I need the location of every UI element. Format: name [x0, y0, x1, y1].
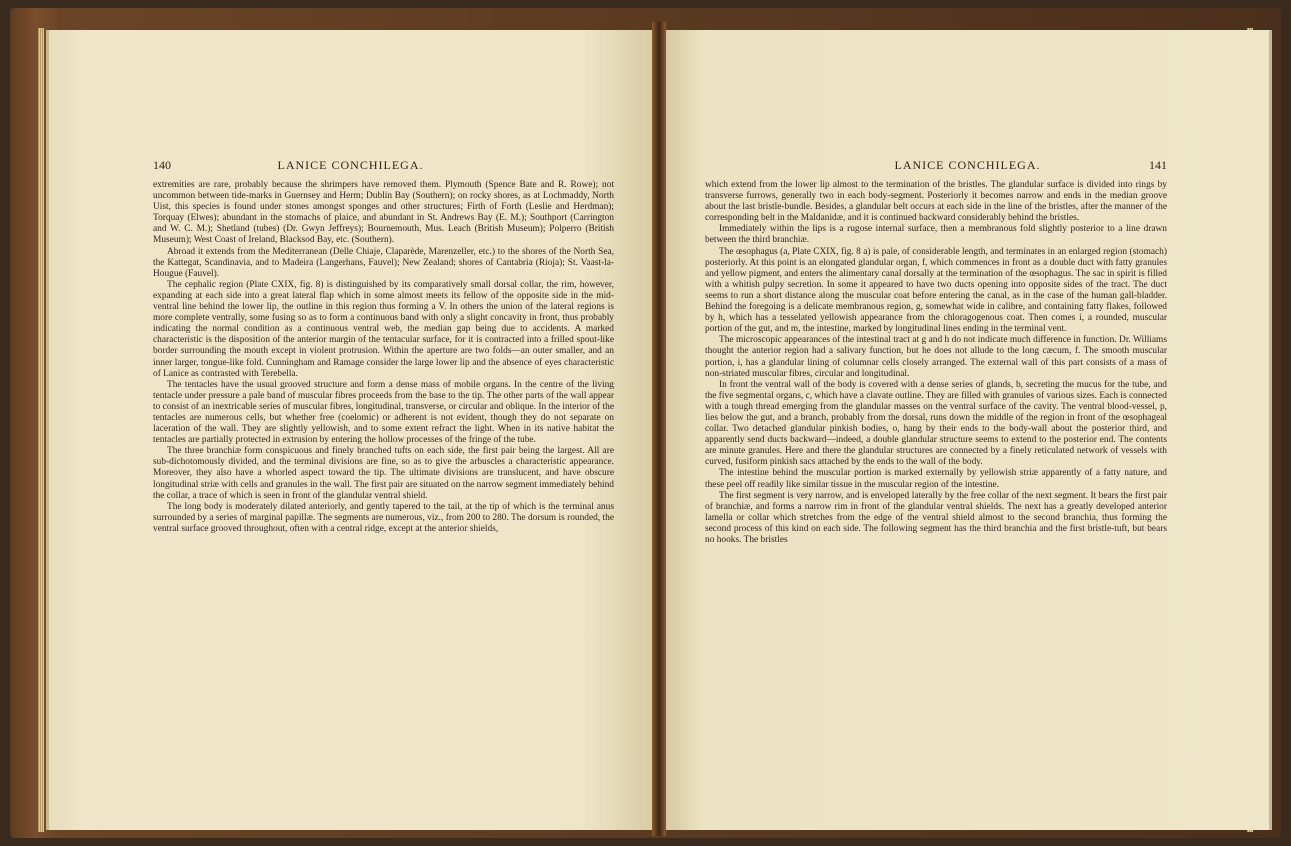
paragraph: The intestine behind the muscular portion is marked externally by yellowish striæ apparently of a fatty nature, and these peel off readily like similar tissue in the muscular region of the intestine.: [705, 468, 1167, 490]
paragraph: The long body is moderately dilated anteriorly, and gently tapered to the tail, at the tip of which is the terminal anus surrounded by a series of marginal papillæ. The segments are numerous, viz., from 200 to 280. The dorsum is rounded, the ventral surface grooved throughout, often with a central ridge, except at the anterior shields,: [153, 501, 614, 534]
paragraph: extremities are rare, probably because the shrimpers have removed them. Plymouth (Spence Bate and R. Rowe); not uncommon between tide-marks in Guernsey and Herm; Dublin Bay (Southern); on rocky shores, as at Lochmaddy, North Uist, this species is found under stones amongst sponges and other structures; Firth of Forth (Leslie and Herdman); Torquay (Elwes); abundant in the stomachs of plaice, and abundant in St. Andrews Bay (E. M.); Southport (Carrington and W. C. M.); Shetland (tubes) (Dr. Gwyn Jeffreys); Bournemouth, Mus. Leach (British Museum); Polperro (British Museum); West Coast of Ireland, Blacksod Bay, etc. (Southern).: [153, 180, 614, 246]
paragraph: Immediately within the lips is a rugose internal surface, then a membranous fold slightly posterior to a line drawn between the third branchiæ.: [705, 224, 1167, 246]
paragraph: which extend from the lower lip almost to the termination of the bristles. The glandular surface is divided into rings by transverse furrows, generally two in each body-segment. Posteriorly it becomes narrow and ends in the median groove about the last bristle-bundle. Besides, a glandular belt occurs at each side in the line of the bristles, after the manner of the corresponding belt in the Maldanidæ, and it is continued backward considerably behind the bristles.: [705, 180, 1167, 224]
running-title: LANICE CONCHILEGA.: [894, 158, 1041, 172]
left-page-edges: [38, 28, 44, 832]
open-book: [10, 8, 1281, 838]
paragraph: In front the ventral wall of the body is covered with a dense series of glands, b, secreting the mucus for the tube, and the five segmental organs, c, which have a clavate outline. They are filled with granules of various sizes. Each is connected with a tough thread emerging from the glandular masses on the ventral surface of the cavity. The ventral blood-vessel, p, lies below the gut, and a branch, probably from the dorsal, runs down the middle of the region in front of the œsophageal collar. Two detached glandular pinkish bodies, o, hang by their ends to the body-wall about the posterior third, and apparently send ducts backward—indeed, a double glandular structure seems to extend to the posterior end. The contents are minute granules. Here and there the glandular structures are connected by a finely reticulated network of vessels with curved, fusiform pinkish sacs attached by the ends to the wall of the body.: [705, 379, 1167, 468]
left-page: [46, 30, 652, 830]
paragraph: Abroad it extends from the Mediterranean (Delle Chiaje, Claparède, Marenzeller, etc.) to the shores of the North Sea, the Kattegat, Scandinavia, and to Madeira (Langerhans, Fauvel); New Zealand; shores of Cantabria (Rioja); St. Vaast-la-Hougue (Fauvel).: [153, 246, 614, 279]
running-title: LANICE CONCHILEGA.: [277, 158, 424, 172]
left-page-text: [153, 180, 614, 818]
paragraph: The first segment is very narrow, and is enveloped laterally by the free collar of the next segment. It bears the first pair of branchiæ, and forms a narrow rim in front of the glandular ventral shields. The next has a greatly developed anterior lamella or collar which stretches from the edge of the ventral shield almost to the second branchia, thus forming the second process of this kind on each side. The following segment has the third branchia and the first bristle-tuft, but bears no hooks. The bristles: [705, 490, 1167, 545]
page-number: 140: [153, 158, 171, 172]
right-page-header: [666, 158, 1269, 174]
paragraph: The œsophagus (a, Plate CXIX, fig. 8 a) is pale, of considerable length, and terminates in an enlarged region (stomach) posteriorly. At this point is an elongated glandular organ, f, which commences in front as a double duct with fatty granules and yellow pigment, and enters the alimentary canal dorsally at the termination of the œsophagus. The sac in spirit is filled with a whitish pulpy secretion. In some it appeared to have two ducts opening into opposite sides of the tract. The duct seems to run a short distance along the muscular coat before entering the canal, as in the case of the human gall-bladder. Behind the foregoing is a delicate membranous region, g, somewhat wide in calibre, and containing fatty flakes, followed by h, which has a tesselated yellowish appearance from the chloragogenous coat. Then comes i, a rounded, muscular portion of the gut, and m, the intestine, marked by longitudinal lines ending in the terminal vent.: [705, 246, 1167, 335]
paragraph: The microscopic appearances of the intestinal tract at g and h do not indicate much difference in function. Dr. Williams thought the anterior region had a salivary function, but he does not allude to the long cæcum, f. The smooth muscular portion, i, has a glandular lining of columnar cells closely arranged. The external wall of this part consists of a mass of non-striated muscular fibres, circular and longitudinal.: [705, 335, 1167, 379]
left-page-header: [49, 158, 652, 174]
right-page: [666, 30, 1272, 830]
paragraph: The tentacles have the usual grooved structure and form a dense mass of mobile organs. In the centre of the living tentacle under pressure a pale band of muscular fibres proceeds from the base to the tip. The other parts of the wall appear to consist of an inextricable series of muscular fibres, longitudinal, transverse, or circular and oblique. In the interior of the tentacles are numerous cells, but whether free (coelomic) or adherent is not evident, though they do not separate on laceration of the wall. They are slightly yellowish, and to some extent refract the light. When in its native habitat the tentacles are partially protected in extrusion by entering the hollow processes of the fringe of the tube.: [153, 379, 614, 446]
right-page-text: [705, 180, 1167, 818]
book-gutter: [652, 22, 666, 836]
paragraph: The three branchiæ form conspicuous and finely branched tufts on each side, the first pair being the largest. All are sub-dichotomously divided, and the terminal divisions are fine, so as to give the arbuscles a characteristic appearance. Moreover, they also have a whorled aspect toward the tip. The ultimate divisions are translucent, and have obscure longitudinal striæ with cells and granules in the wall. The first pair are situated on the narrow segment immediately behind the collar, a trace of which is seen in front of the glandular ventral shield.: [153, 446, 614, 501]
paragraph: The cephalic region (Plate CXIX, fig. 8) is distinguished by its comparatively small dorsal collar, the rim, however, expanding at each side into a great lateral flap which in some almost meets its fellow of the opposite side in the mid-ventral line behind the lower lip, the outline in this region thus forming a V. In others the union of the lateral regions is more complete ventrally, some fusing so as to form a continuous band with only a slight concavity in front, thus probably indicating the normal condition as a continuous ventral web, the median gap being due to accidents. A marked characteristic is the disposition of the anterior margin of the tentacular surface, for it is contracted into a frilled spout-like border surrounding the mouth except in violent protrusion. Within the aperture are two folds—an outer smaller, and an inner larger, tongue-like fold. Cunningham and Ramage consider the large lower lip and the absence of eyes characteristic of Lanice as contrasted with Terebella.: [153, 279, 614, 379]
page-number: 141: [1149, 158, 1167, 172]
